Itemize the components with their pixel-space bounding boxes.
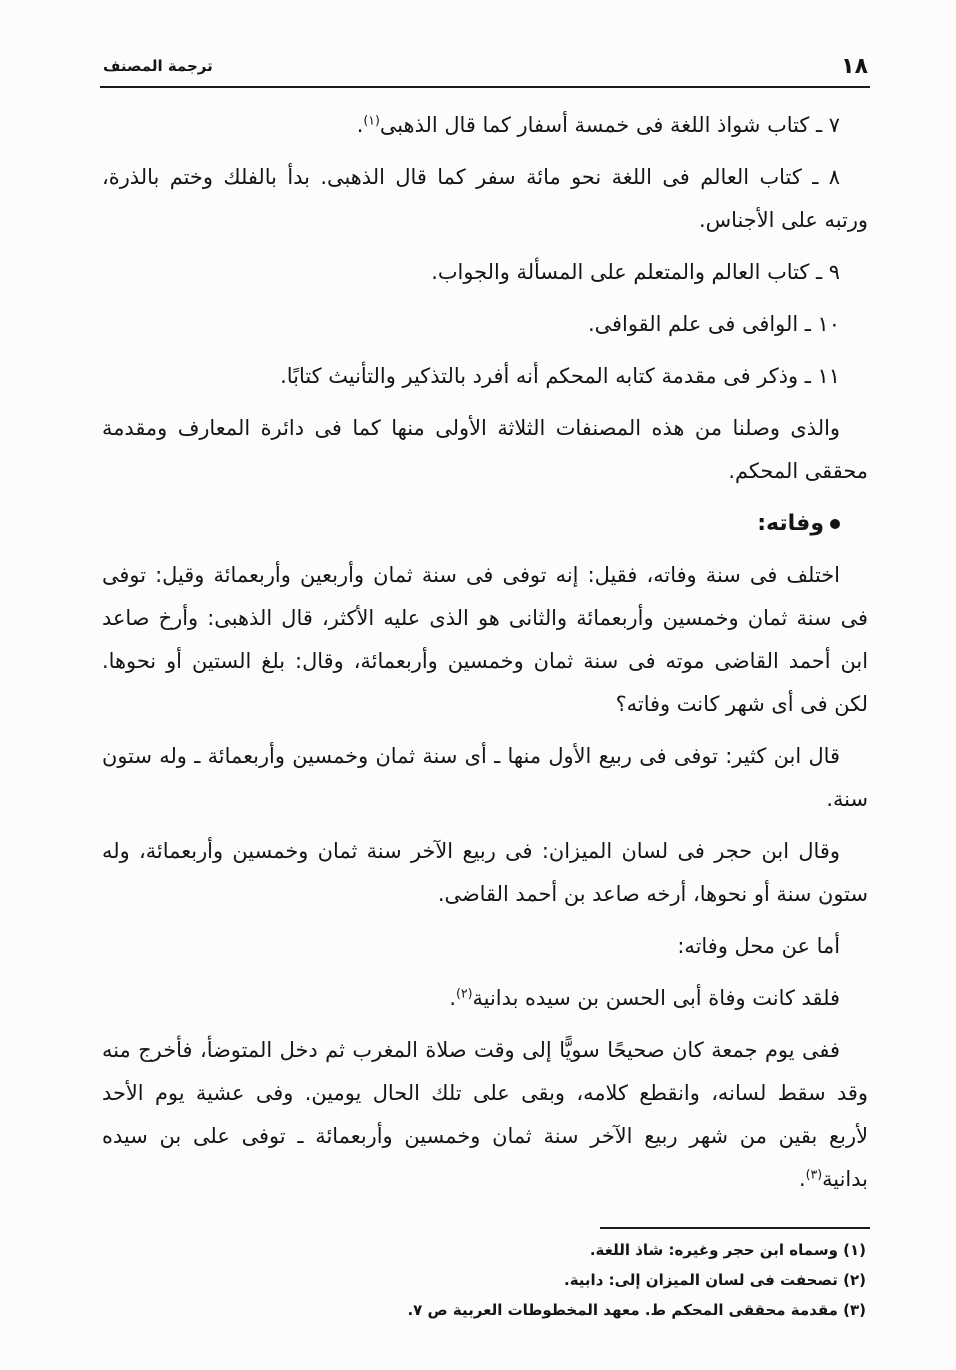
heading-text: وفاته: <box>757 511 824 536</box>
text-line: وقد سقط لسانه، وانقطع كلامه، وبقى على تلك الحال يومين. وفى عشية يوم الأحد <box>102 1081 868 1105</box>
list-item <box>102 104 868 147</box>
text-line: وقال ابن حجر فى لسان الميزان: فى ربيع الآخر سنة ثمان وخمسين وأربعمائة، وله <box>102 839 840 863</box>
paragraph <box>102 830 868 916</box>
footnote-separator <box>600 1227 870 1229</box>
line-ending: . <box>449 986 456 1010</box>
text-line: اختلف فى سنة وفاته، فقيل: إنه توفى فى سنة ثمان وأربعين وأربعمائة وقيل: توفى <box>102 563 840 587</box>
text-line: ٩ ـ كتاب العالم والمتعلم على المسألة والجواب. <box>431 260 840 284</box>
text-line: قال ابن كثير: توفى فى ربيع الأول منها ـ أى سنة ثمان وخمسين وأربعمائة ـ وله ستون <box>102 744 840 768</box>
footnote-ref: (٢) <box>455 985 473 1001</box>
paragraph <box>102 554 868 726</box>
footnote: (١) وسماه ابن حجر وغيره: شاذ اللغة. <box>589 1241 866 1259</box>
paragraph <box>102 977 868 1020</box>
footnotes <box>100 1235 866 1325</box>
paragraph <box>102 407 868 493</box>
text-line: ١٠ ـ الوافى فى علم القوافى. <box>588 312 840 336</box>
header-rule <box>100 86 870 88</box>
paragraph <box>102 735 868 821</box>
text-line <box>102 1158 868 1201</box>
text-line: أما عن محل وفاته: <box>677 934 840 958</box>
list-item <box>102 303 868 346</box>
list-item <box>102 156 868 242</box>
list-item <box>102 355 868 398</box>
section-heading <box>102 502 868 545</box>
paragraph <box>102 925 868 968</box>
line-text: فلقد كانت وفاة أبى الحسن بن سيده بدانية <box>472 986 840 1010</box>
text-line: ابن أحمد القاضى موته فى سنة ثمان وخمسين وأربعمائة، وقال: بلغ الستين أو نحوها. <box>102 649 868 673</box>
text-line <box>102 977 868 1020</box>
text-line: سنة. <box>826 787 868 811</box>
line-ending: . <box>356 113 364 137</box>
text-line: والذى وصلنا من هذه المصنفات الثلاثة الأولى منها كما فى دائرة المعارف ومقدمة <box>102 416 840 440</box>
footnote-ref: (٣) <box>805 1166 823 1182</box>
footnote: (٣) مقدمة محققى المحكم ط. معهد المخطوطات العربية ص ٧. <box>407 1301 866 1319</box>
running-title: ترجمة المصنف <box>103 57 213 75</box>
paragraph <box>102 1029 868 1201</box>
main-text <box>102 104 868 1201</box>
line-text: بدانية <box>822 1167 868 1191</box>
line-text: ٧ ـ كتاب شواذ اللغة فى خمسة أسفار كما قال الذهبى <box>379 113 840 137</box>
footnote-ref: (١) <box>363 112 380 128</box>
text-line: ففى يوم جمعة كان صحيحًا سويًّا إلى وقت صلاة المغرب ثم دخل المتوضأ، فأخرج منه <box>102 1038 840 1062</box>
text-line: ١١ ـ وذكر فى مقدمة كتابه المحكم أنه أفرد بالتذكير والتأنيث كتابًا. <box>280 364 840 388</box>
bullet-icon <box>830 519 840 529</box>
text-line <box>102 104 868 147</box>
text-line: لأربع بقين من شهر ربيع الآخر سنة ثمان وخمسين وأربعمائة ـ توفى على بن سيده <box>102 1124 868 1148</box>
footnote: (٢) تصحفت فى لسان الميزان إلى: دابية. <box>564 1271 866 1289</box>
text-line: لكن فى أى شهر كانت وفاته؟ <box>615 692 868 716</box>
text-line: فى سنة ثمان وخمسين وأربعمائة والثانى هو الذى عليه الأكثر، قال الذهبى: وأرخ صاعد <box>102 606 868 630</box>
text-line: محققى المحكم. <box>728 459 868 483</box>
text-line: ٨ ـ كتاب العالم فى اللغة نحو مائة سفر كما قال الذهبى. بدأ بالفلك وختم بالذرة، <box>102 165 840 189</box>
page-number: ١٨ <box>841 54 868 79</box>
list-item <box>102 251 868 294</box>
text-line: ستون سنة أو نحوها، أرخه صاعد بن أحمد القاضى. <box>437 882 868 906</box>
line-ending: . <box>798 1167 806 1191</box>
text-line: ورتبه على الأجناس. <box>698 208 868 232</box>
